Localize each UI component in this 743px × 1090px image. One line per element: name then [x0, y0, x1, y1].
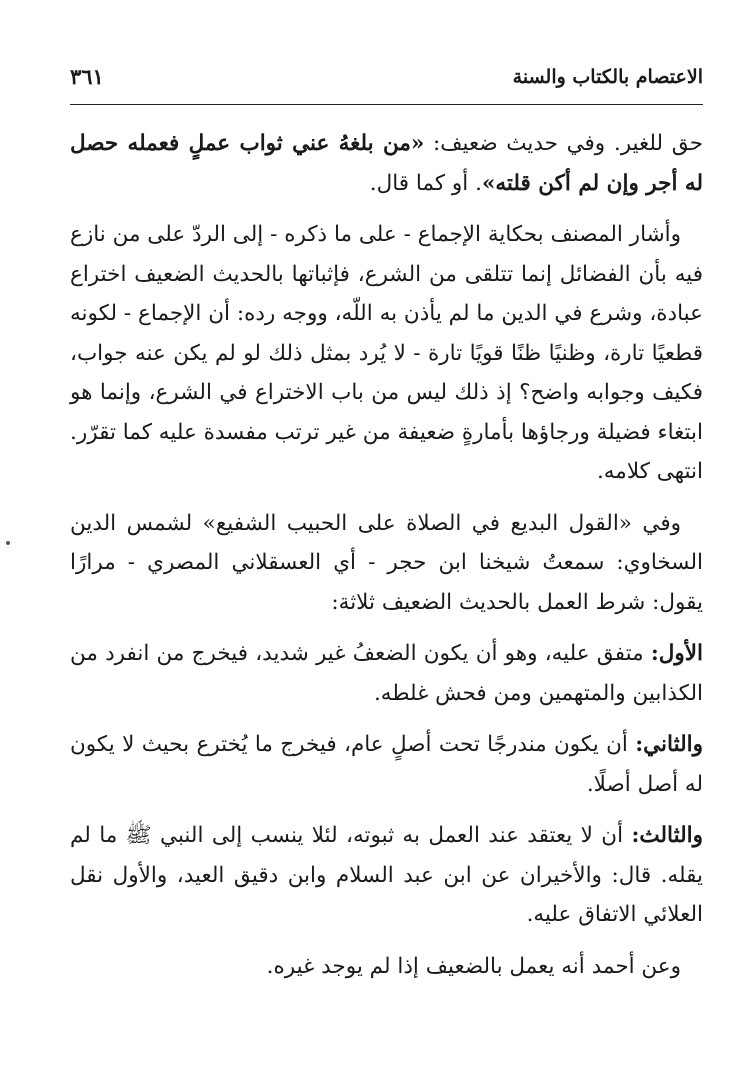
paragraph-text: أن لا يعتقد عند العمل به ثبوته، لئلا ينسب إلى النبي ﷺ ما لم يقله. قال: والأخيران عن ابن عبد السلام وابن دقيق العيد، والأول نقل العلائي الاتفاق عليه.	[70, 823, 703, 927]
running-title: الاعتصام بالكتاب والسنة	[512, 66, 703, 88]
paragraph-weak-hadith	[70, 124, 703, 203]
paragraph-text: وعن أحمد أنه يعمل بالضعيف إذا لم يوجد غيره.	[266, 953, 681, 979]
scan-speck	[6, 541, 10, 545]
condition-label: والثاني:	[635, 732, 703, 757]
paragraph-text: . أو كما قال.	[369, 170, 482, 196]
body-text	[70, 124, 703, 998]
page-header	[70, 62, 703, 102]
hadith-quote: «من بلغهُ عني ثواب عملٍ فعمله حصل له أجر وإن لم أكن قلته»	[70, 131, 703, 196]
paragraph-text: متفق عليه، وهو أن يكون الضعفُ غير شديد، فيخرج من انفرد من الكذابين والمتهمين ومن فحش غلطه.	[70, 641, 703, 706]
paragraph-text: أن يكون مندرجًا تحت أصلٍ عام، فيخرج ما يُخترع بحيث لا يكون له أصل أصلًا.	[70, 732, 703, 797]
paragraph-condition-third	[70, 816, 703, 935]
page-number: ٣٦١	[70, 64, 104, 89]
paragraph-ahmad	[70, 947, 703, 987]
paragraph-sakhawi	[70, 504, 703, 623]
paragraph-condition-first	[70, 634, 703, 713]
paragraph-text: وأشار المصنف بحكاية الإجماع - على ما ذكره - إلى الردّ على من نازع فيه بأن الفضائل إنما تتلقى من الشرع، فإثباتها بالحديث الضعيف اختراع عبادة، وشرع في الدين ما لم يأذن به اللّه، ووجه رده: أن الإجماع - لكونه قطعيًا تارة، وظنيًا ظنًا قويًا تارة - لا يُرد بمثل ذلك لو لم يكن عنه جواب، فكيف وجوابه واضح؟ إذ ذلك ليس من باب الاختراع في الشرع، وإنما هو ابتغاء فضيلة ورجاؤها بأمارةٍ ضعيفة من غير ترتب مفسدة عليه كما تقرّر. انتهى كلامه.	[69, 222, 703, 484]
paragraph-consensus	[70, 215, 703, 492]
condition-label: الأول:	[650, 641, 703, 666]
paragraph-condition-second	[70, 725, 703, 804]
condition-label: والثالث:	[631, 823, 703, 848]
paragraph-text: وفي «القول البديع في الصلاة على الحبيب الشفيع» لشمس الدين السخاوي: سمعتُ شيخنا ابن حجر - أي العسقلاني المصري - مرارًا يقول: شرط العمل بالحديث الضعيف ثلاثة:	[70, 510, 703, 615]
paragraph-text: حق للغير. وفي حديث ضعيف:	[424, 131, 703, 156]
header-rule	[70, 104, 703, 105]
